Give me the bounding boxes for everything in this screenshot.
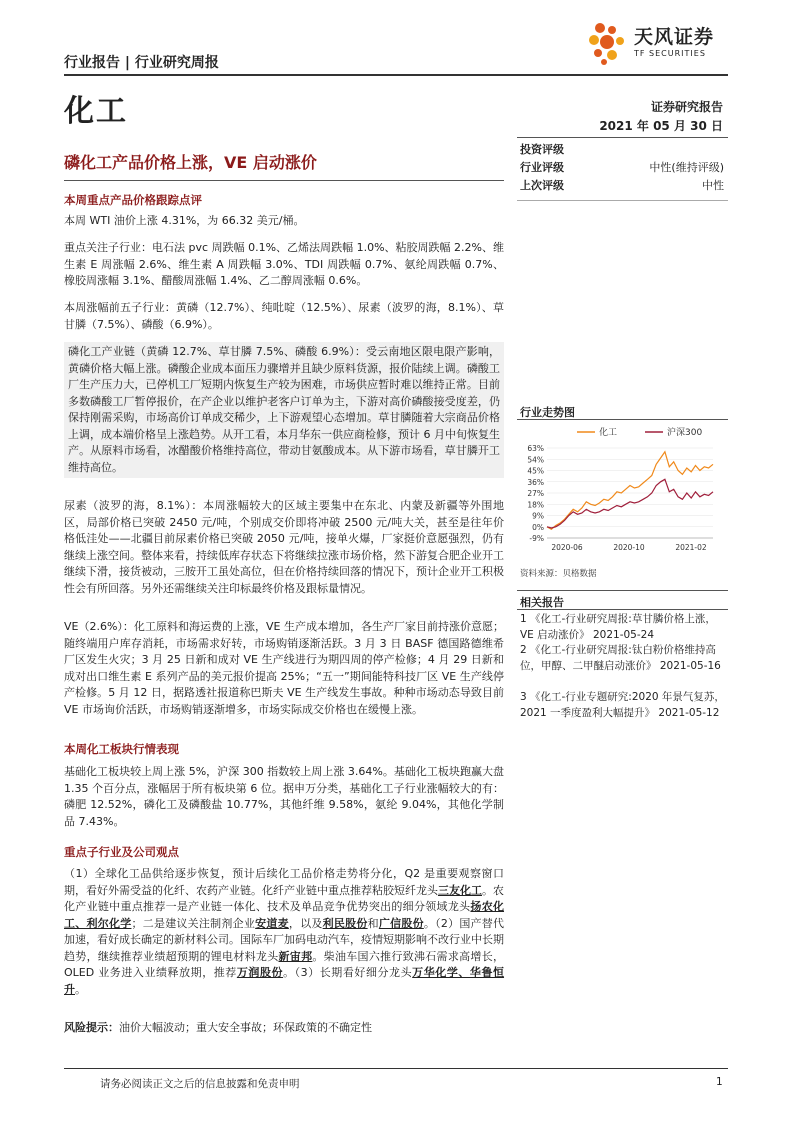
y-tick-label-4: 27% <box>527 489 544 498</box>
industry-trend-chart <box>517 420 728 560</box>
paragraph-ve: VE（2.6%）：化工原料和海运费的上涨，VE 生产成本增加，各生产厂家目前持涨价意愿；随终端用户库存消耗，市场需求好转，市场购销逐渐活跃。3 月 3 日 BASF 德国路德维希厂区发生火灾；3 月 25 日新和成对 VE 生产线进行为期四周的停产检修；4 月 29 日新和成对出口维生素 E 系列产品的美元报价提高 25%；“五一”期间能特科技厂区 VE 生产线停产检修。5 月 12 日，据路透社报道称巴斯夫 VE 生产线发生事故。种种市场动态导致目前 VE 市场询价活跃，市场购销逐渐增多，市场实际成交价格也在缓慢上涨。 <box>64 620 504 716</box>
report-date: 2021 年 05 月 30 日 <box>599 119 723 133</box>
related-report-2[interactable]: 2 《化工-行业研究周报:钛白粉价格维持高位，甲醇、二甲醚启动涨价》 2021-05-16 <box>520 644 721 672</box>
risk-text: 油价大幅波动；重大安全事故；环保政策的不确定性 <box>119 1021 372 1034</box>
y-tick-label-7: 0% <box>532 522 544 532</box>
footer-divider <box>64 1068 728 1069</box>
company-capchem: 新宙邦 <box>278 949 313 963</box>
paragraph-oil-price: 本周 WTI 油价上涨 4.31%，为 66.32 美元/桶。 <box>64 214 305 227</box>
y-tick-label-8: -9% <box>529 534 544 543</box>
risk-label: 风险提示： <box>64 1021 119 1034</box>
company-guangxin: 广信股份 <box>378 916 424 930</box>
company-wanhua-hualu: 万华化学、华鲁恒升 <box>64 966 505 996</box>
section-price-tracking: 本周重点产品价格跟踪点评 <box>64 193 202 207</box>
legend-label-1: 沪深300 <box>667 428 703 438</box>
related-divider <box>517 609 728 610</box>
rating-industry-label: 行业评级 <box>520 161 564 174</box>
company-valiant: 万润股份 <box>236 966 284 979</box>
company-adama: 安道麦 <box>255 916 289 930</box>
footer-disclaimer: 请务必阅读正文之后的信息披露和免责申明 <box>100 1078 300 1090</box>
related-top-divider <box>517 590 728 591</box>
title-divider <box>64 180 504 181</box>
trend-chart-svg <box>517 420 728 560</box>
rating-prev-value: 中性 <box>702 179 724 192</box>
related-reports-heading: 相关报告 <box>520 596 564 609</box>
report-category: 行业报告 | 行业研究周报 <box>64 55 219 71</box>
y-tick-label-1: 54% <box>527 455 544 465</box>
paragraph-phosphorus: 磷化工产业链（黄磷 12.7%、草甘膦 7.5%、磷酸 6.9%）：受云南地区限电限产影响，黄磷价格大幅上涨。磷酸企业成本面压力骤增并且缺少原料货源，报价陆续上调。磷酸工厂生产压力大，已停机工厂短期内恢复生产较为困难，市场供应暂时难以维持正常。目前多数磷酸工厂暂停报价，在产企业以维护老客户订单为主，下游对高价磷酸接受度差，仍保持刚需采购，市场高价订单成交稀少，上下游观望心态增加。草甘膦随着大宗商品价格上调，成本端价格呈上涨趋势。从开工看，本月华东一供应商检修，预计 6 月中旬恢复生产。从原料市场看，冰醋酸价格维持高位，带动甘氨酸成本。从下游市场看，草甘膦开工维持高位。 <box>64 342 504 478</box>
company-yangnong-lier: 扬农化工、利尔化学 <box>64 900 505 930</box>
header-divider <box>64 74 728 76</box>
x-tick-label-2: 2021-02 <box>675 543 707 552</box>
page-number: 1 <box>716 1076 723 1088</box>
y-tick-label-2: 45% <box>527 466 544 476</box>
sector-title: 化工 <box>64 94 128 129</box>
related-report-3[interactable]: 3 《化工-行业专题研究:2020 年景气复苏，2021 一季度盈利大幅提升》 2021-05-12 <box>520 691 725 719</box>
document-type: 证券研究报告 <box>650 100 723 114</box>
company-limin: 利民股份 <box>322 916 368 930</box>
logo-mark-icon <box>586 20 630 66</box>
rating-industry-value: 中性(维持评级) <box>649 161 724 174</box>
right-divider <box>517 137 728 138</box>
y-tick-label-5: 18% <box>527 500 544 510</box>
paragraph-key-subsectors: 重点关注子行业：电石法 pvc 周跌幅 0.1%、乙烯法周跌幅 1.0%、粘胶周跌幅 2.2%、维生素 E 周涨幅 2.6%、维生素 A 周跌幅 3.0%、TDI 周跌幅 0.7%、氨纶周跌幅 0.7%、橡胶周涨幅 3.1%、醋酸周涨幅 1.4%、乙二醇周涨幅 0.6%。 <box>64 241 504 287</box>
rating-prev-label: 上次评级 <box>520 179 564 192</box>
x-tick-label-1: 2020-10 <box>613 543 645 552</box>
y-tick-label-0: 63% <box>527 444 544 453</box>
chart-source: 资料来源：贝格数据 <box>520 569 597 579</box>
report-title: 磷化工产品价格上涨，VE 启动涨价 <box>64 153 317 172</box>
logo-text: 天风证券 <box>634 26 715 48</box>
company-logo <box>586 20 736 66</box>
paragraph-urea: 尿素（波罗的海，8.1%）：本周涨幅较大的区域主要集中在东北、内蒙及新疆等外围地区，局部价格已突破 2450 元/吨，个别成交价即将冲破 2500 元/吨大关，甚至是往年价格低洼处——北疆目前尿素价格已突破 2050 元/吨，接单火爆，厂家挺价意愿强烈，仍有继续上涨空间。整体来看，持续低库存状态下将继续拉涨市场价格，然下游复合肥企业开工继续下滑，接货被动，三胺开工虽处高位，但在价格持续回落的情况下，预计企业开工积极性会有所回落。另外还需继续关注印标最终价格及跟标量情况。 <box>64 499 504 595</box>
y-tick-label-3: 36% <box>527 477 544 487</box>
rating-main-label: 投资评级 <box>520 143 564 156</box>
paragraph-top-five: 本周涨幅前五子行业：黄磷（12.7%）、纯吡啶（12.5%）、尿素（波罗的海，8.1%）、草甘膦（7.5%）、磷酸（6.9%）。 <box>64 301 504 331</box>
series-line-0 <box>547 452 713 530</box>
paragraph-sector-review: 基础化工板块较上周上涨 5%，沪深 300 指数较上周上涨 3.64%。基础化工板块跑赢大盘 1.35 个百分点，涨幅居于所有板块第 6 位。据申万分类，基础化工子行业涨幅较大的有：磷肥 12.52%，磷化工及磷酸盐 10.77%，其他纤维 9.58%，氨纶 9.04%，其他化学制品 7.43%。 <box>64 765 504 828</box>
y-tick-label-6: 9% <box>532 511 544 521</box>
legend-label-0: 化工 <box>599 428 618 438</box>
trend-chart-heading: 行业走势图 <box>520 406 575 419</box>
rating-divider <box>517 200 728 201</box>
related-report-1[interactable]: 1 《化工-行业研究周报:草甘膦价格上涨，VE 启动涨价》 2021-05-24 <box>520 613 716 641</box>
logo-english: TF SECURITIES <box>634 49 706 58</box>
section-key-subsectors: 重点子行业及公司观点 <box>64 845 179 859</box>
company-sanyou: 三友化工 <box>438 883 482 897</box>
section-sector-review: 本周化工板块行情表现 <box>64 742 179 756</box>
x-tick-label-0: 2020-06 <box>551 543 583 552</box>
series-line-1 <box>547 479 713 528</box>
risk-warning <box>64 1019 372 1035</box>
paragraph-company-views: （1）全球化工品供给逐步恢复，预计后续化工品价格走势将分化，Q2 是重要观察窗口期，看好外需受益的化纤、农药产业链。化纤产业链中重点推荐粘胶短纤龙头三友化工。农化产业链中重点推荐一是产业链一体化、技术及单品竞争优势突出的细分领域龙头扬农化工、利尔化学；二是建议关注制剂企业安道麦，以及利民股份和广信股份。（2）国产替代加速，看好成长确定的新材料公司。国际车厂加码电动汽车，疫情短期影响不改行业中长期趋势，继续推荐业绩超预期的锂电材料龙头新宙邦。柴油车国六推行致沸石需求高增长，OLED 业务进入业绩释放期，推荐万润股份。（3）长期看好细分龙头万华化学、华鲁恒升。 <box>64 867 505 996</box>
